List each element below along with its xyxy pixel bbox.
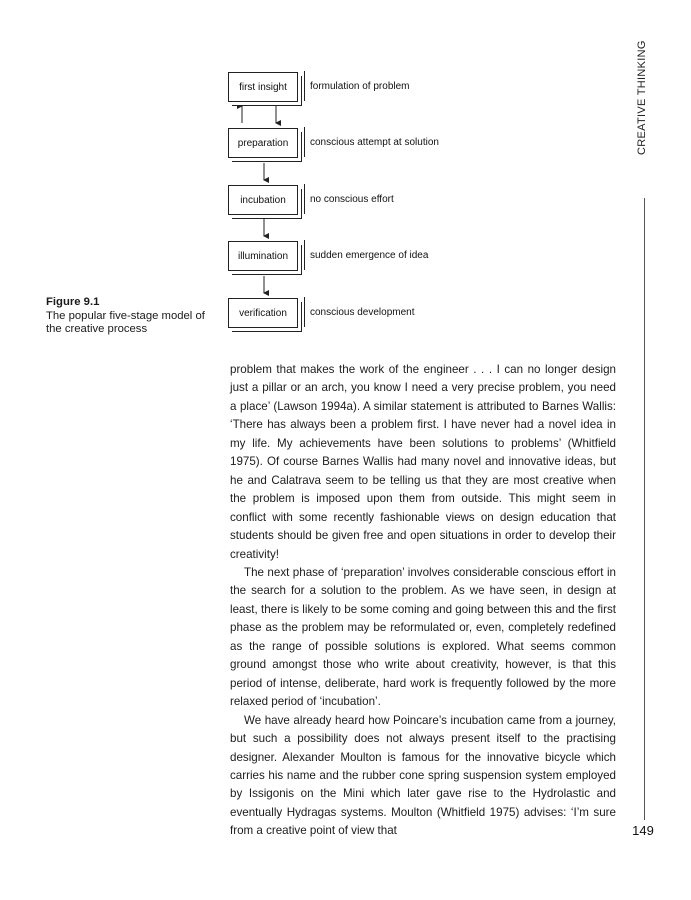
five-stage-diagram	[228, 68, 628, 330]
stage-preparation: preparation	[228, 128, 298, 158]
stage-first-insight: first insight	[228, 72, 298, 102]
body-text	[230, 361, 616, 841]
stage-description: no conscious effort	[310, 193, 394, 205]
running-header	[628, 40, 656, 190]
stage-bracket	[304, 297, 305, 327]
running-header-text: CREATIVE THINKING	[636, 40, 648, 155]
body-paragraph: We have already heard how Poincare’s incubation came from a journey, but such a possibility does not always present itself to the practising designer. Alexander Moulton is famous for the innovative bicycle which carries his name and the rubber cone spring suspension system employed by Issigonis on the Mini which later gave rise to the Hydrolastic and eventually Hydragas systems. Moulton (Whitfield 1975) advises: ‘I’m sure from a creative point of view that	[230, 713, 616, 838]
stage-bracket	[304, 184, 305, 214]
stage-description: sudden emergence of idea	[310, 249, 429, 261]
figure-caption	[46, 296, 216, 337]
side-rule	[644, 198, 645, 820]
figure-label: Figure 9.1	[46, 296, 100, 308]
stage-bracket	[304, 71, 305, 101]
stage-description: formulation of problem	[310, 80, 410, 92]
figure-caption-text: The popular five-stage model of the creative process	[46, 309, 205, 335]
stage-description: conscious development	[310, 306, 415, 318]
page-number: 149	[632, 823, 654, 838]
stage-verification: verification	[228, 298, 298, 328]
body-paragraph: The next phase of ‘preparation’ involves considerable conscious effort in the search for a solution to the problem. As we have seen, in design at least, there is likely to be some coming and going between this and the first phase as the problem may be reformulated or, even, completely redefined as the range of possible solutions is explored. What seems common ground amongst those who write about creativity, however, is that this period of intense, deliberate, hard work is frequently followed by the more relaxed period of ‘incubation’.	[230, 565, 616, 709]
stage-description: conscious attempt at solution	[310, 136, 439, 148]
stage-bracket	[304, 240, 305, 270]
body-paragraph: problem that makes the work of the engineer . . . I can no longer design just a pillar or an arch, you know I need a very precise problem, you need a place’ (Lawson 1994a). A similar statement is attributed to Barnes Wallis: ‘There has always been a problem first. I have never had a novel idea in my life. My achievements have been solutions to problems’ (Whitfield 1975). Of course Barnes Wallis had many novel and innovative ideas, but he and Calatrava seem to be telling us that they are most creative when the problem is imposed upon them from outside. This might seem in conflict with some recently fashionable views on design education that students should be given free and open situations in order to develop their creativity!	[230, 363, 616, 561]
stage-incubation: incubation	[228, 185, 298, 215]
stage-illumination: illumination	[228, 241, 298, 271]
stage-bracket	[304, 127, 305, 157]
